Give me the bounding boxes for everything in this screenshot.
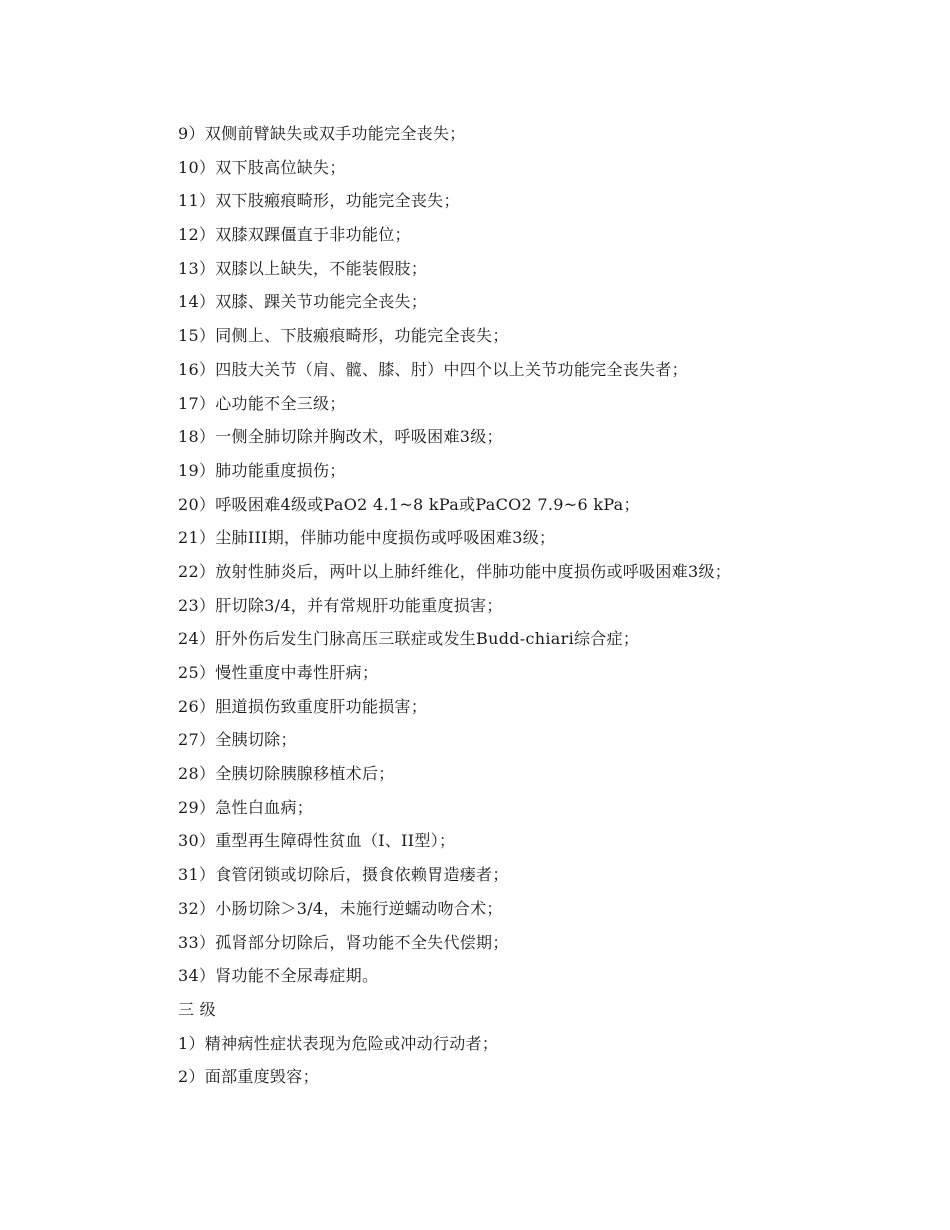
list-item-30: 30）重型再生障碍性贫血（I、II型）； xyxy=(178,831,456,851)
section-heading-level-3: 三 级 xyxy=(178,999,216,1019)
list-item-27: 27）全胰切除； xyxy=(178,730,297,750)
list-item-16: 16）四肢大关节（肩、髋、膝、肘）中四个以上关节功能完全丧失者； xyxy=(178,359,688,379)
list-item-12: 12）双膝双踝僵直于非功能位； xyxy=(178,225,411,245)
list-item-21: 21）尘肺III期，伴肺功能中度损伤或呼吸困难3级； xyxy=(178,528,556,548)
list-item-level3-2: 2）面部重度毁容； xyxy=(178,1067,319,1087)
list-item-20: 20）呼吸困难4级或PaO2 4.1~8 kPa或PaCO2 7.9~6 kPa； xyxy=(178,494,640,514)
list-item-14: 14）双膝、踝关节功能完全丧失； xyxy=(178,292,428,312)
list-item-26: 26）胆道损伤致重度肝功能损害； xyxy=(178,696,428,716)
list-item-23: 23）肝切除3/4，并有常规肝功能重度损害； xyxy=(178,595,503,615)
list-item-15: 15）同侧上、下肢瘢痕畸形，功能完全丧失； xyxy=(178,326,509,346)
list-item-9: 9）双侧前臂缺失或双手功能完全丧失； xyxy=(178,124,466,143)
list-item-22: 22）放射性肺炎后，两叶以上肺纤维化，伴肺功能中度损伤或呼吸困难3级； xyxy=(178,561,732,581)
list-item-11: 11）双下肢瘢痕畸形，功能完全丧失； xyxy=(178,191,460,211)
document-body xyxy=(178,117,918,1094)
list-item-17: 17）心功能不全三级； xyxy=(178,393,346,413)
list-item-25: 25）慢性重度中毒性肝病； xyxy=(178,663,379,682)
list-item-28: 28）全胰切除胰腺移植术后； xyxy=(178,764,395,784)
list-item-18: 18）一侧全肺切除并胸改术，呼吸困难3级； xyxy=(178,427,503,447)
list-item-31: 31）食管闭锁或切除后，摄食依赖胃造瘘者； xyxy=(178,865,509,885)
list-item-13: 13）双膝以上缺失，不能装假肢； xyxy=(178,258,428,278)
list-item-24: 24）肝外伤后发生门脉高压三联症或发生Budd-chiari综合症； xyxy=(178,629,640,649)
list-item-33: 33）孤肾部分切除后，肾功能不全失代偿期； xyxy=(178,932,509,952)
list-item-29: 29）急性白血病； xyxy=(178,797,314,817)
list-item-level3-1: 1）精神病性症状表现为危险或冲动行动者； xyxy=(178,1033,499,1053)
list-item-34: 34）肾功能不全尿毒症期。 xyxy=(178,966,379,986)
list-item-10: 10）双下肢高位缺失； xyxy=(178,157,346,177)
list-item-19: 19）肺功能重度损伤； xyxy=(178,460,346,480)
list-item-32: 32）小肠切除＞3/4，未施行逆蠕动吻合术； xyxy=(178,898,503,918)
